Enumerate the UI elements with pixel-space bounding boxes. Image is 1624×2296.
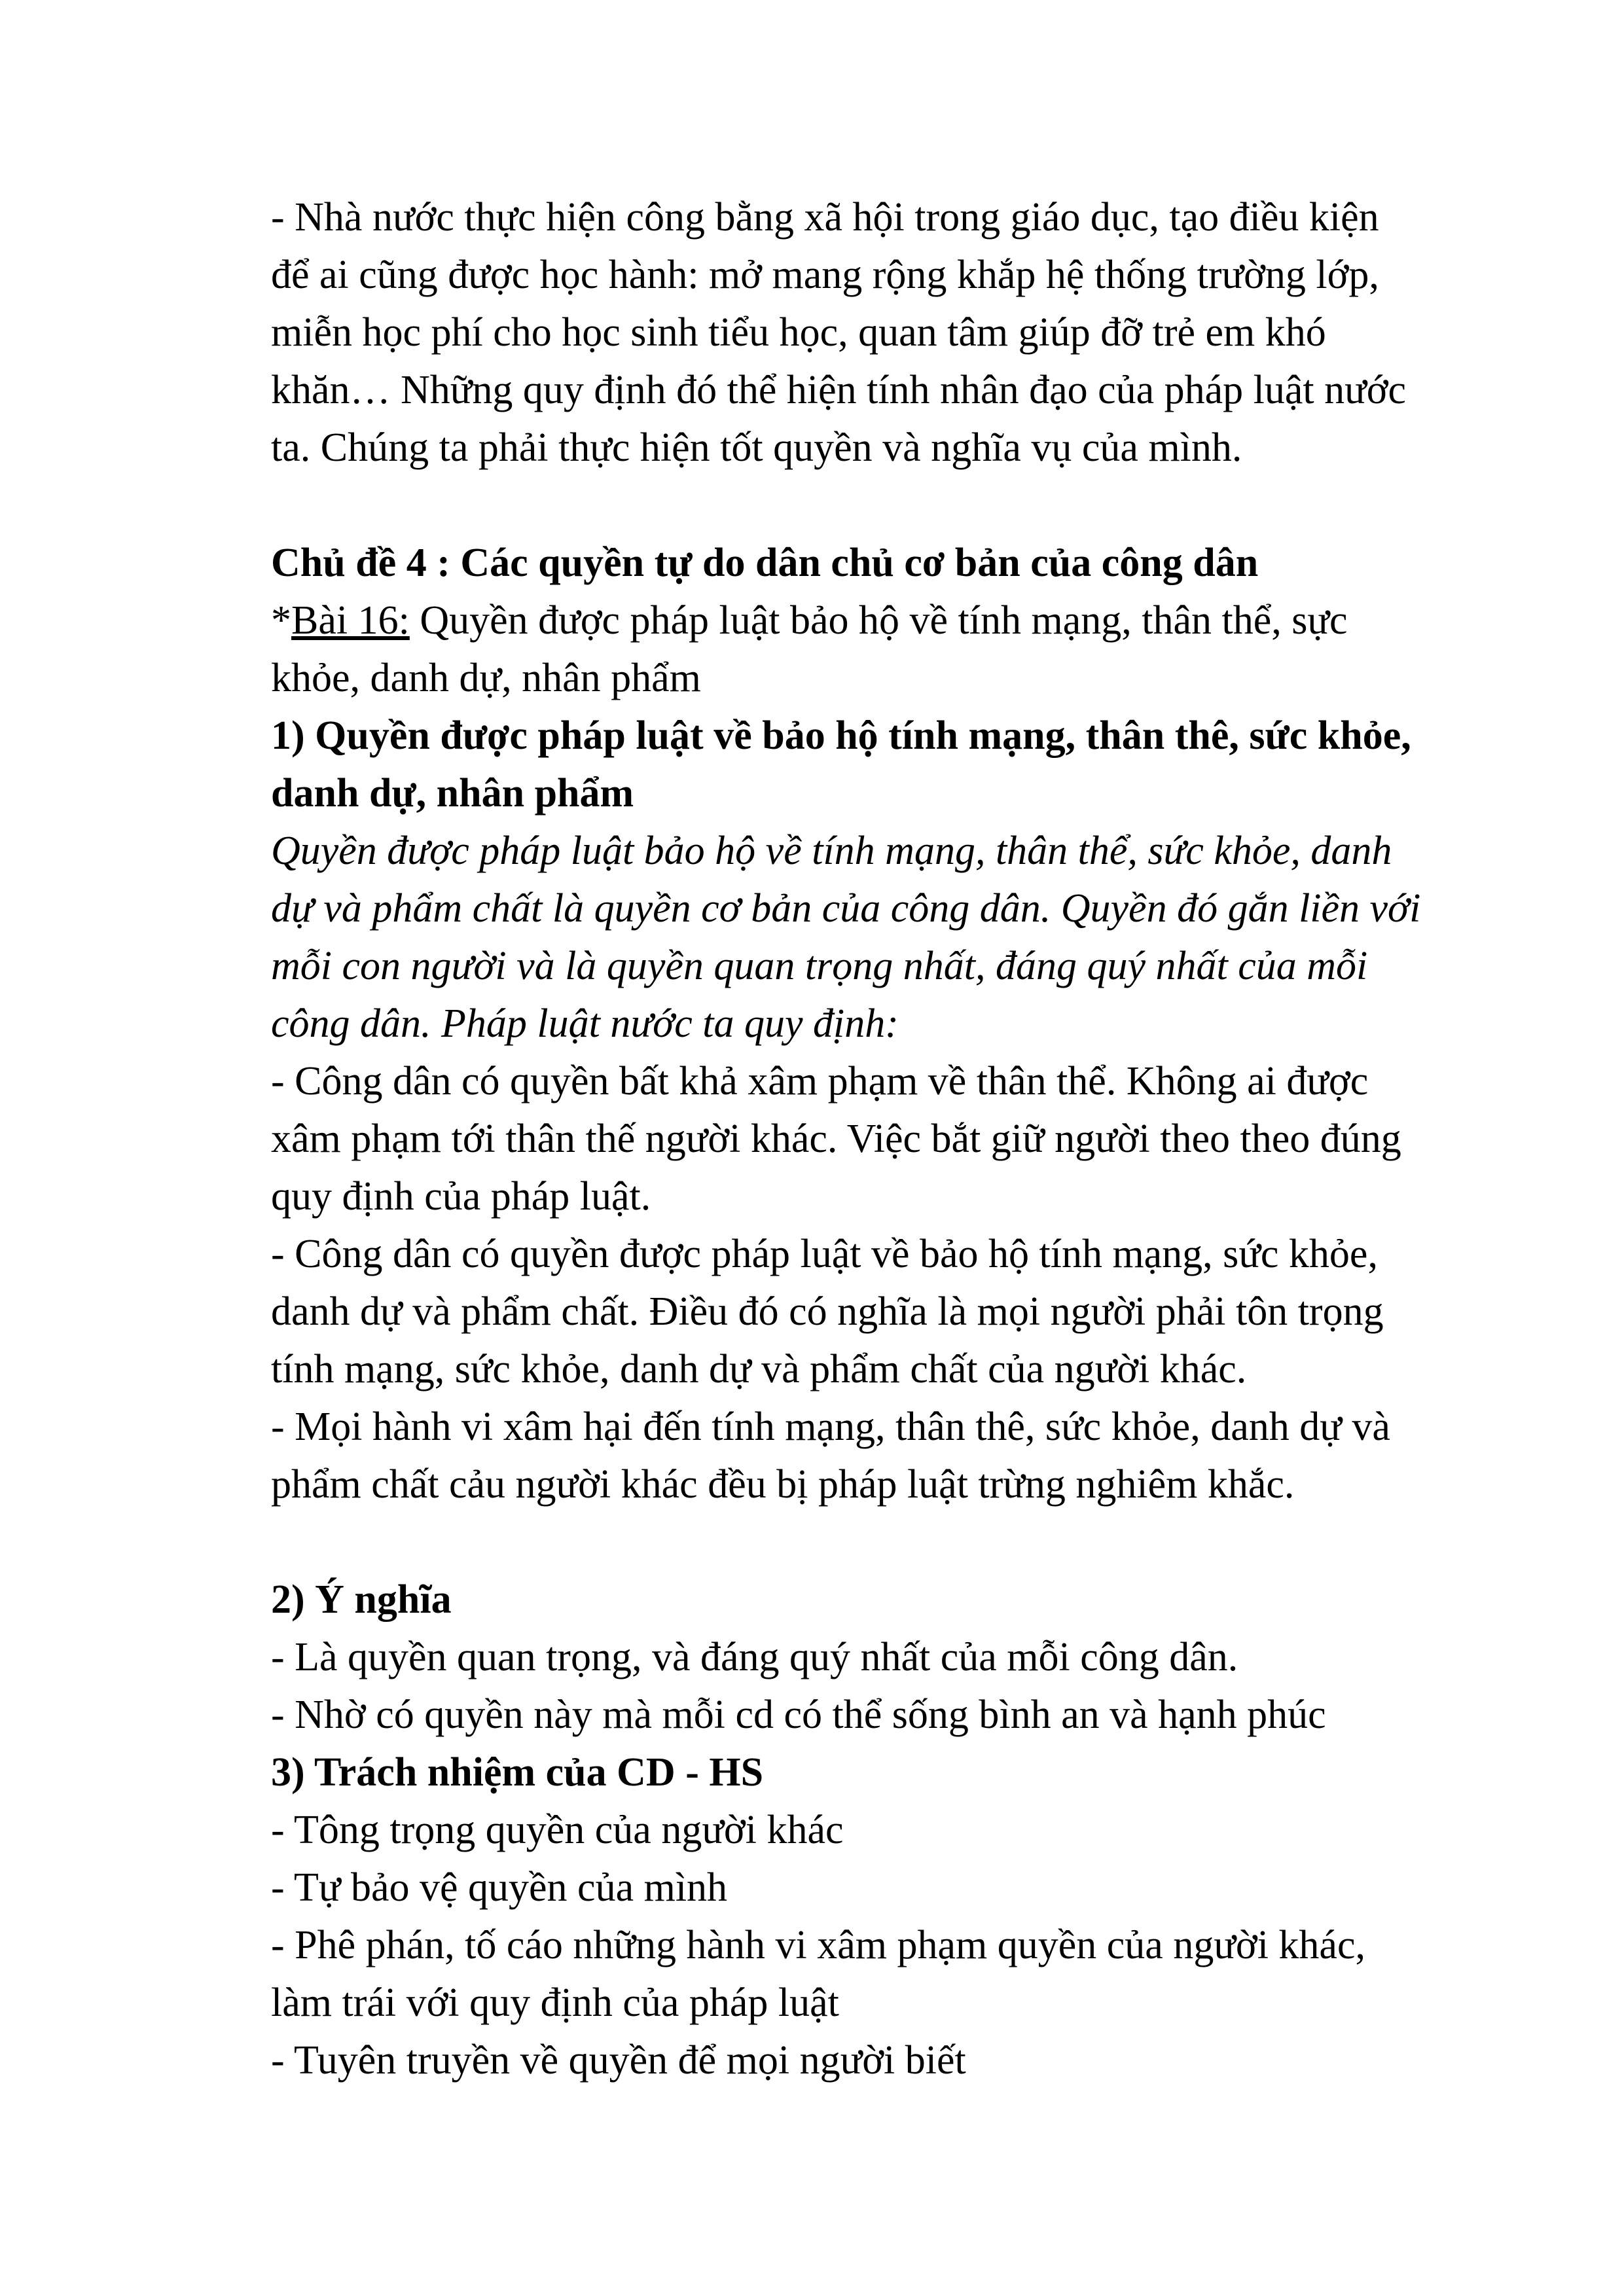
- lesson-title-line: khỏe, danh dự, nhân phẩm: [271, 656, 701, 700]
- text-line: làm trái với quy định của pháp luật: [271, 1981, 839, 2025]
- document-body: [271, 188, 1515, 2089]
- section-1-heading: 1) Quyền được pháp luật về bảo hộ tính mạng, thân thê, sức khỏe,: [271, 713, 1411, 758]
- section-1: [271, 707, 1515, 1513]
- paragraph-spacer: [271, 476, 1515, 534]
- italic-text-line: Quyền được pháp luật bảo hộ về tính mạng, thân thể, sức khỏe, danh: [271, 829, 1392, 873]
- paragraph-spacer: [271, 1513, 1515, 1571]
- italic-text-line: mỗi con người và là quyền quan trọng nhất, đáng quý nhất của mỗi: [271, 944, 1368, 988]
- lesson-prefix: *: [271, 598, 291, 643]
- intro-paragraph: [271, 188, 1515, 476]
- italic-text-line: dự và phẩm chất là quyền cơ bản của công dân. Quyền đó gắn liền với: [271, 886, 1421, 931]
- text-line: - Là quyền quan trọng, và đáng quý nhất của mỗi công dân.: [271, 1635, 1238, 1679]
- text-line: để ai cũng được học hành: mở mang rộng khắp hệ thống trường lớp,: [271, 253, 1379, 297]
- lesson-label: Bài 16:: [291, 598, 410, 643]
- text-line: - Tông trọng quyền của người khác: [271, 1808, 844, 1852]
- section-3-heading: 3) Trách nhiệm của CD - HS: [271, 1750, 764, 1795]
- text-line: xâm phạm tới thân thế người khác. Việc bắt giữ người theo theo đúng: [271, 1117, 1401, 1161]
- text-line: - Phê phán, tố cáo những hành vi xâm phạm quyền của người khác,: [271, 1923, 1365, 1967]
- text-line: - Mọi hành vi xâm hại đến tính mạng, thân thê, sức khỏe, danh dự và: [271, 1405, 1390, 1449]
- text-line: - Công dân có quyền được pháp luật về bảo hộ tính mạng, sức khỏe,: [271, 1232, 1378, 1276]
- section-3: [271, 1744, 1515, 2089]
- text-line: - Tuyên truyền về quyền để mọi người biết: [271, 2038, 966, 2083]
- section-1-heading: danh dự, nhân phẩm: [271, 771, 634, 816]
- text-line: - Nhờ có quyền này mà mỗi cd có thể sống bình an và hạnh phúc: [271, 1693, 1326, 1737]
- lesson-title-line: [271, 592, 1515, 649]
- section-2-heading: 2) Ý nghĩa: [271, 1577, 452, 1622]
- text-line: tính mạng, sức khỏe, danh dự và phẩm chất của người khác.: [271, 1347, 1247, 1391]
- lesson-title-text: Quyền được pháp luật bảo hộ về tính mạng, thân thể, sực: [409, 598, 1348, 643]
- text-line: ta. Chúng ta phải thực hiện tốt quyền và nghĩa vụ của mình.: [271, 425, 1242, 470]
- section-2: [271, 1571, 1515, 1744]
- text-line: khăn… Những quy định đó thể hiện tính nhân đạo của pháp luật nước: [271, 368, 1407, 412]
- text-line: danh dự và phẩm chất. Điều đó có nghĩa là mọi người phải tôn trọng: [271, 1289, 1384, 1334]
- text-line: - Công dân có quyền bất khả xâm phạm về thân thể. Không ai được: [271, 1059, 1369, 1103]
- italic-text-line: công dân. Pháp luật nước ta quy định:: [271, 1001, 899, 1046]
- topic-title: Chủ đề 4 : Các quyền tự do dân chủ cơ bản của công dân: [271, 541, 1259, 585]
- text-line: miễn học phí cho học sinh tiểu học, quan tâm giúp đỡ trẻ em khó: [271, 310, 1326, 355]
- text-line: - Tự bảo vệ quyền của mình: [271, 1865, 728, 1910]
- text-line: quy định của pháp luật.: [271, 1174, 651, 1219]
- text-line: - Nhà nước thực hiện công bằng xã hội trong giáo dục, tạo điều kiện: [271, 195, 1379, 240]
- text-line: phẩm chất cảu người khác đều bị pháp luật trừng nghiêm khắc.: [271, 1462, 1295, 1507]
